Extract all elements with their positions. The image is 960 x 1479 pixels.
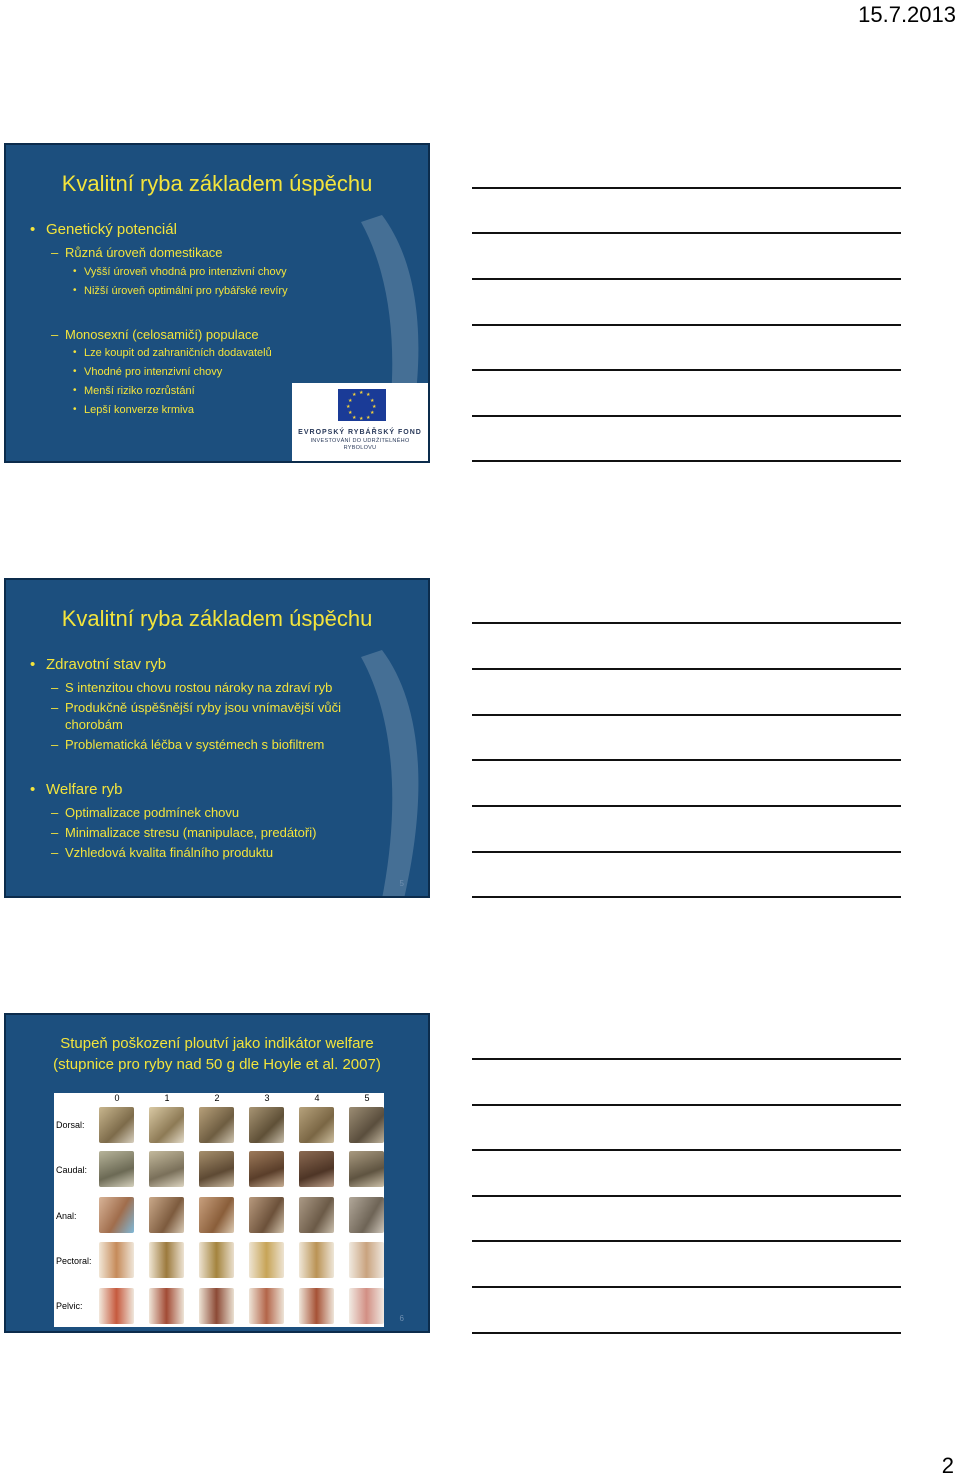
fin-row-label: Pelvic: [56,1301,83,1311]
slide-title [6,1033,428,1075]
fin-photo [199,1197,234,1233]
bullet-welfare: • Welfare ryb [46,781,122,798]
slide-title-line2: (stupnice pro ryby nad 50 g dle Hoyle et al. 2007) [53,1056,381,1073]
grade-label: 1 [164,1093,170,1103]
sub-sub-bullet: • Nižší úroveň optimální pro rybářské revíry [84,285,288,297]
slide-1 [4,143,430,463]
fin-photo [349,1107,384,1143]
sub-bullet: – Produkčně úspěšnější ryby jsou vnímavější vůči [65,700,341,715]
slide-number: 5 [399,879,404,888]
logo-text: EVROPSKÝ RYBÁŘSKÝ FOND [298,429,422,436]
sub-bullet-continuation: chorobám [65,717,123,732]
grade-label: 0 [114,1093,120,1103]
sub-sub-bullet: • Menší riziko rozrůstání [84,385,195,397]
fin-photo [199,1242,234,1278]
fin-damage-image-grid [54,1093,384,1327]
fin-photo [99,1151,134,1187]
sub-bullet: – Minimalizace stresu (manipulace, predátoři) [65,825,316,840]
fin-photo [149,1242,184,1278]
fin-photo [99,1288,134,1324]
logo-subtext [292,438,428,452]
fin-row-label: Pectoral: [56,1256,92,1266]
fin-photo [199,1151,234,1187]
sub-bullet: – Problematická léčba v systémech s biofiltrem [65,737,324,752]
fin-photo [249,1151,284,1187]
fin-photo [149,1197,184,1233]
fin-photo [349,1197,384,1233]
fin-photo [99,1242,134,1278]
grade-label: 2 [214,1093,220,1103]
fin-photo [199,1107,234,1143]
fin-photo [249,1197,284,1233]
fin-photo [299,1288,334,1324]
fin-photo [349,1151,384,1187]
logo-subtext-line1: INVESTOVÁNÍ DO UDRŽITELNÉHO [310,438,410,444]
fin-row-label: Caudal: [56,1165,88,1175]
fin-photo [249,1242,284,1278]
fin-row-label: Anal: [56,1211,77,1221]
fin-photo [299,1197,334,1233]
fin-photo [149,1151,184,1187]
fin-photo [249,1107,284,1143]
sub-bullet: – S intenzitou chovu rostou nároky na zdraví ryb [65,680,332,695]
fin-photo [299,1151,334,1187]
fin-photo [199,1288,234,1324]
grade-label: 4 [314,1093,320,1103]
slide-2 [4,578,430,898]
print-date: 15.7.2013 [858,2,956,27]
fin-row-label: Dorsal: [56,1120,85,1130]
fin-photo [299,1242,334,1278]
fin-photo [149,1288,184,1324]
bullet-health: • Zdravotní stav ryb [46,656,166,673]
sub-sub-bullet: • Lepší konverze krmiva [84,404,194,416]
sub-bullet-domestication: – Různá úroveň domestikace [65,245,223,260]
eu-flag-icon: ★ ★ ★ ★ ★ ★ ★ ★ ★ ★ ★ ★ [338,389,386,421]
fin-photo [299,1107,334,1143]
sub-bullet: – Optimalizace podmínek chovu [65,805,239,820]
grade-label: 3 [264,1093,270,1103]
fin-photo [349,1242,384,1278]
sub-bullet-monosex: – Monosexní (celosamičí) populace [65,327,259,342]
fin-photo [249,1288,284,1324]
logo-subtext-line2: RYBOLOVU [343,445,377,451]
slide-title-line1: Stupeň poškození ploutví jako indikátor welfare [60,1035,374,1052]
fin-photo [149,1107,184,1143]
fin-photo [349,1288,384,1324]
page-number: 2 [941,1453,954,1478]
slide-title: Kvalitní ryba základem úspěchu [61,606,373,631]
sub-sub-bullet: • Vhodné pro intenzivní chovy [84,366,222,378]
sturgeon-watermark-icon [298,640,430,898]
sub-sub-bullet: • Lze koupit od zahraničních dodavatelů [84,347,272,359]
fin-photo [99,1107,134,1143]
slide-title: Kvalitní ryba základem úspěchu [61,171,373,196]
sub-bullet: – Vzhledová kvalita finálního produktu [65,845,273,860]
eu-fisheries-fund-logo [292,383,428,461]
bullet-genetic-potential: • Genetický potenciál [46,221,177,238]
sub-sub-bullet: • Vyšší úroveň vhodná pro intenzivní chovy [84,266,287,278]
fin-photo [99,1197,134,1233]
slide-number: 6 [399,1314,404,1323]
slide-3 [4,1013,430,1333]
grade-label: 5 [364,1093,370,1103]
